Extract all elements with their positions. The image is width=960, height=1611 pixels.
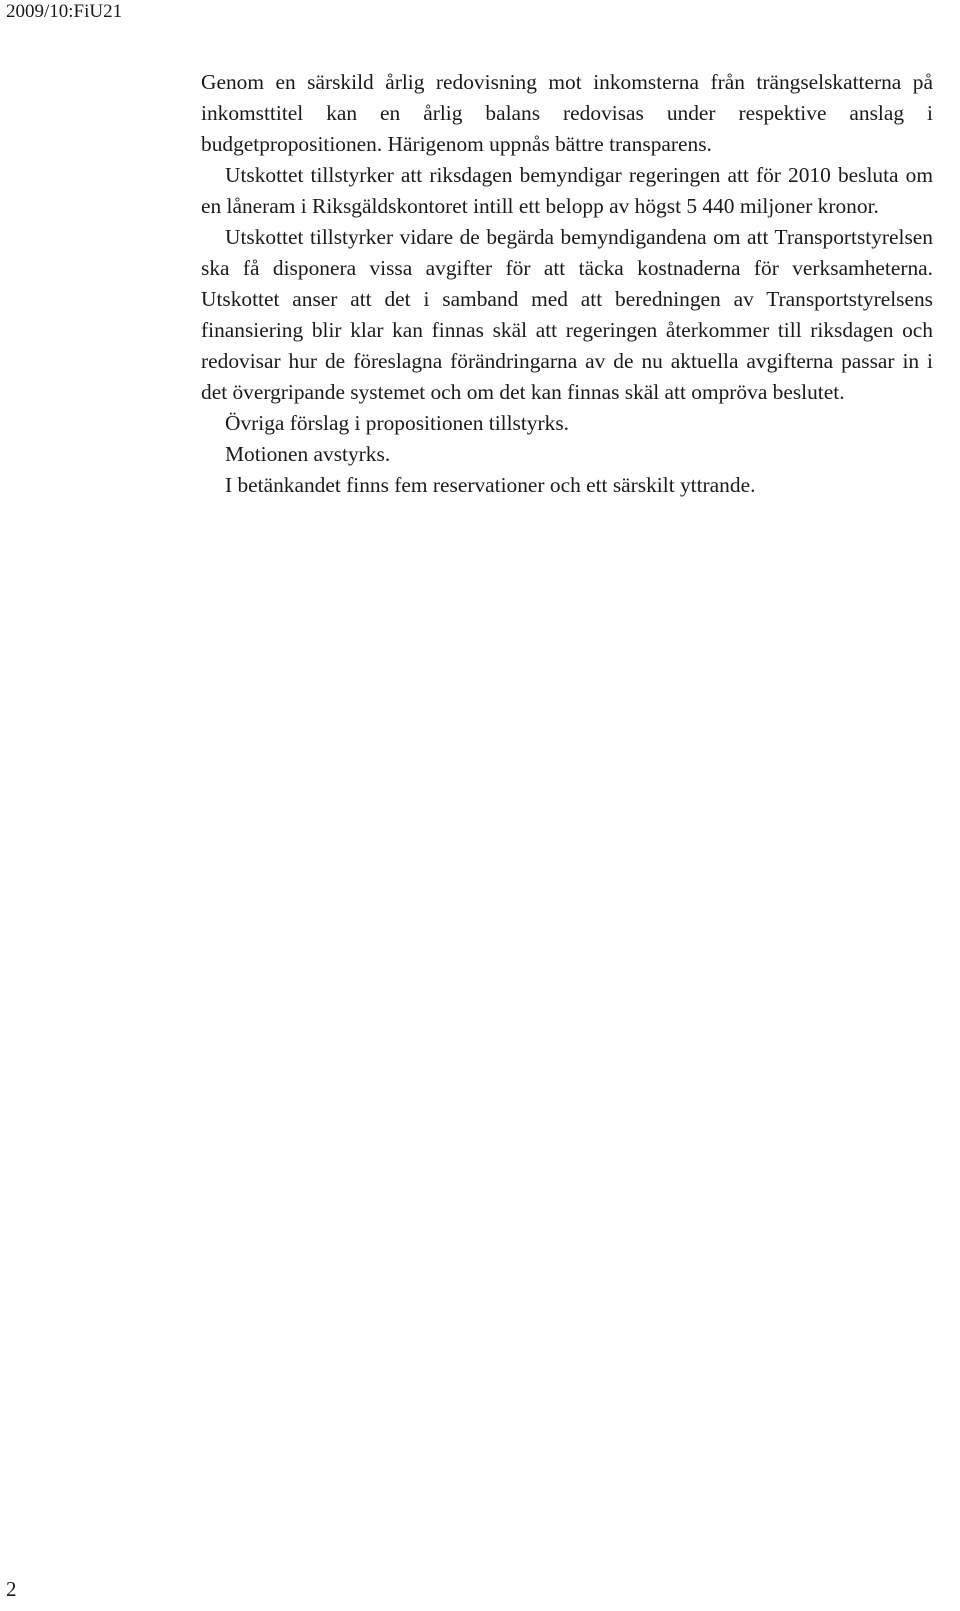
paragraph: I betänkandet finns fem reservationer och ett särskilt yttrande. [225, 473, 756, 497]
page-number: 2 [6, 1577, 17, 1601]
document-reference: 2009/10:FiU21 [6, 1, 123, 22]
paragraph: Genom en särskild årlig redovisning mot inkomsterna från trängselskatterna på inkomsttitel kan en årlig balans redovisas under respektive anslag i budgetpropositionen. Härigenom uppnås bättre transparens. [201, 70, 933, 156]
document-body [201, 67, 933, 501]
paragraph: Motionen avstyrks. [225, 442, 391, 466]
paragraph: Övriga förslag i propositionen tillstyrks. [225, 411, 569, 435]
paragraph: Utskottet tillstyrker vidare de begärda bemyndigandena om att Transportstyrelsen ska få disponera vissa avgifter för att täcka kostnaderna för verksamheterna. Utskottet anser att det i samband med att beredningen av Transportstyrelsens finansiering blir klar kan finnas skäl att regeringen återkommer till riksdagen och redovisar hur de föreslagna förändringarna av de nu aktuella avgifterna passar in i det övergripande systemet och om det kan finnas skäl att ompröva beslutet. [201, 225, 933, 404]
paragraph: Utskottet tillstyrker att riksdagen bemyndigar regeringen att för 2010 besluta om en låneram i Riksgäldskontoret intill ett belopp av högst 5 440 miljoner kronor. [201, 163, 933, 218]
